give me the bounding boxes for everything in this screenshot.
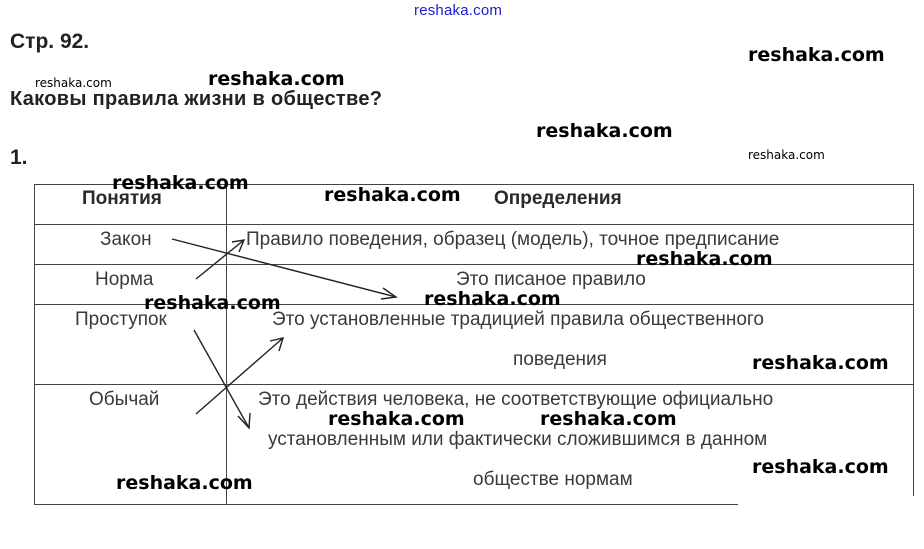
site-link-top[interactable]: reshaka.com	[414, 2, 503, 19]
arrow-norm-to-behavior-rule	[196, 240, 244, 279]
watermark: reshaka.com	[748, 148, 825, 162]
watermark: reshaka.com	[636, 248, 773, 270]
watermark: reshaka.com	[748, 44, 885, 66]
watermark: reshaka.com	[328, 408, 465, 430]
concept-norm: Норма	[95, 269, 154, 290]
arrow-custom-to-tradition	[196, 338, 283, 414]
watermark: reshaka.com	[144, 292, 281, 314]
arrow-misconduct-to-actions	[194, 330, 249, 428]
definition-row-4-line-1: Это действия человека, не соответствующие официально	[258, 389, 774, 410]
arrow-law-to-written-rule	[172, 239, 396, 297]
definition-row-4-line-2: установленным или фактически сложившимся в данном	[268, 429, 768, 450]
definition-row-1: Правило поведения, образец (модель), точное предписание	[246, 229, 780, 250]
concept-misconduct: Проступок	[75, 309, 167, 330]
watermark: reshaka.com	[540, 408, 677, 430]
watermark: reshaka.com	[208, 68, 345, 90]
header-concepts: Понятия	[82, 188, 162, 209]
definition-row-3-line-1: Это установленные традицией правила общественного	[272, 309, 764, 330]
definition-row-2: Это писаное правило	[456, 269, 646, 290]
watermark: reshaka.com	[424, 288, 561, 310]
watermark: reshaka.com	[752, 352, 889, 374]
definition-row-4-line-3: обществе нормам	[473, 469, 633, 490]
watermark: reshaka.com	[324, 184, 461, 206]
watermark: reshaka.com	[536, 120, 673, 142]
watermark: reshaka.com	[112, 172, 249, 194]
definition-row-3-line-2: поведения	[513, 349, 607, 370]
watermark: reshaka.com	[35, 76, 112, 90]
header-definitions: Определения	[494, 188, 622, 209]
question-heading: Каковы правила жизни в обществе?	[10, 88, 383, 110]
task-number: 1.	[10, 146, 28, 169]
watermark: reshaka.com	[116, 472, 253, 494]
page-reference: Стр. 92.	[10, 30, 90, 53]
concept-law: Закон	[100, 229, 152, 250]
concept-custom: Обычай	[89, 389, 160, 410]
watermark: reshaka.com	[752, 456, 889, 478]
